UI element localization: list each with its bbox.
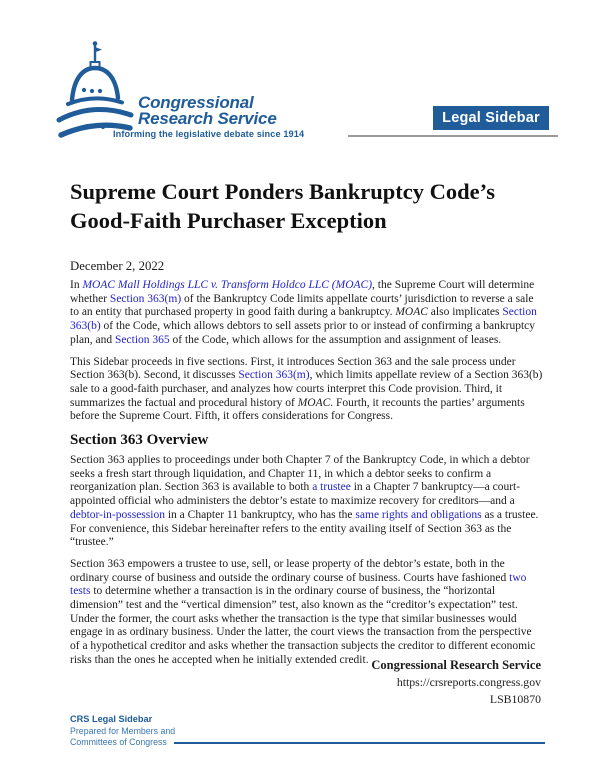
org-name-line1: Congressional	[138, 93, 254, 112]
paragraph: Section 363 empowers a trustee to use, sell, or lease property of the debtor’s estate, both in the ordinary course of business and outside the ordinary course of business. Courts have fashioned two tests to determine whether a transaction is in the ordinary course of business, the “horizontal dimension” test and the “vertical dimension” test, also known as the “creditor’s expectation” test. Under the former, the court asks whether the transaction is the type that similar businesses would engage in as ordinary business. Under the latter, the court views the transaction from the perspective of a hypothetical creditor and asks whether the transaction subjects the creditor to different economic risks than the ones he accepted when he initially extended credit.	[70, 557, 536, 666]
publication-date: December 2, 2022	[70, 259, 165, 273]
footer-prepared-line1: Prepared for Members and	[70, 725, 176, 736]
footer-product-name: CRS Legal Sidebar	[70, 714, 153, 724]
footer-publisher-block	[371, 657, 541, 707]
inline-link[interactable]: Section 363(m)	[238, 369, 310, 382]
footer-site-url[interactable]: https://crsreports.congress.gov	[396, 675, 541, 689]
inline-link[interactable]: two tests	[70, 571, 527, 598]
report-number: LSB10870	[489, 691, 541, 706]
article	[70, 178, 544, 676]
inline-link[interactable]: a trustee	[312, 481, 351, 494]
footer-org-name: Congressional Research Service	[371, 658, 541, 672]
inline-link[interactable]: Section 363(m)	[109, 292, 182, 305]
org-name	[138, 95, 277, 126]
header-rule	[348, 135, 558, 137]
legal-sidebar-badge: Legal Sidebar	[433, 106, 549, 130]
document-title: Supreme Court Ponders Bankruptcy Code’s Good-Faith Purchaser Exception	[70, 179, 496, 233]
inline-link[interactable]: same rights and obligations	[355, 508, 482, 521]
italic-text: MOAC	[395, 306, 428, 319]
inline-link[interactable]: debtor-in-possession	[70, 508, 165, 521]
footer-rule	[174, 742, 545, 744]
footer-product-block	[70, 714, 545, 749]
inline-link[interactable]: MOAC Mall Holdings LLC v. Transform Holdco LLC (MOAC)	[82, 279, 373, 291]
paragraph: Section 363 applies to proceedings under both Chapter 7 of the Bankruptcy Code, in which a debtor seeks a fresh start through liquidation, and Chapter 11, in which a debtor seeks to confirm a reorganization plan. Section 363 is available to both a trustee in a Chapter 7 bankruptcy—a court-appointed official who administers the debtor’s estate to maximize recovery for creditors—and a debtor-in-possession in a Chapter 11 bankruptcy, who has the same rights and obligations as a trustee. For convenience, this Sidebar hereinafter refers to the entity availing itself of Section 363 as the “trustee.”	[70, 454, 539, 549]
footer-prepared-line2: Committees of Congress	[70, 737, 167, 747]
document-body	[70, 279, 544, 668]
logo-tagline: Informing the legislative debate since 1914	[113, 129, 305, 139]
paragraph: This Sidebar proceeds in five sections. First, it introduces Section 363 and the sale process under Section 363(b). Second, it discusses Section 363(m), which limits appellate review of a Section 363(b) sale to a good-faith purchaser, and analyzes how courts interpret this Code provision. Third, it summarizes the factual and procedural history of MOAC. Fourth, it recounts the parties’ arguments before the Supreme Court. Fifth, it offers considerations for Congress.	[70, 355, 543, 423]
inline-link[interactable]: Section 365	[115, 333, 170, 346]
paragraph: In MOAC Mall Holdings LLC v. Transform Holdco LLC (MOAC), the Supreme Court will determine whether Section 363(m) of the Bankruptcy Code limits appellate courts’ jurisdiction to reverse a sale to an entity that purchased property in good faith during a bankruptcy. MOAC also implicates Section 363(b) of the Code, which allows debtors to sell assets prior to or instead of confirming a bankruptcy plan, and Section 365 of the Code, which allows for the assumption and assignment of leases.	[70, 279, 537, 346]
section-heading: Section 363 Overview	[70, 432, 209, 449]
org-name-line2: Research Service	[138, 108, 277, 128]
italic-text: MOAC	[297, 396, 331, 409]
inline-link[interactable]: Section 363(b)	[70, 306, 537, 333]
